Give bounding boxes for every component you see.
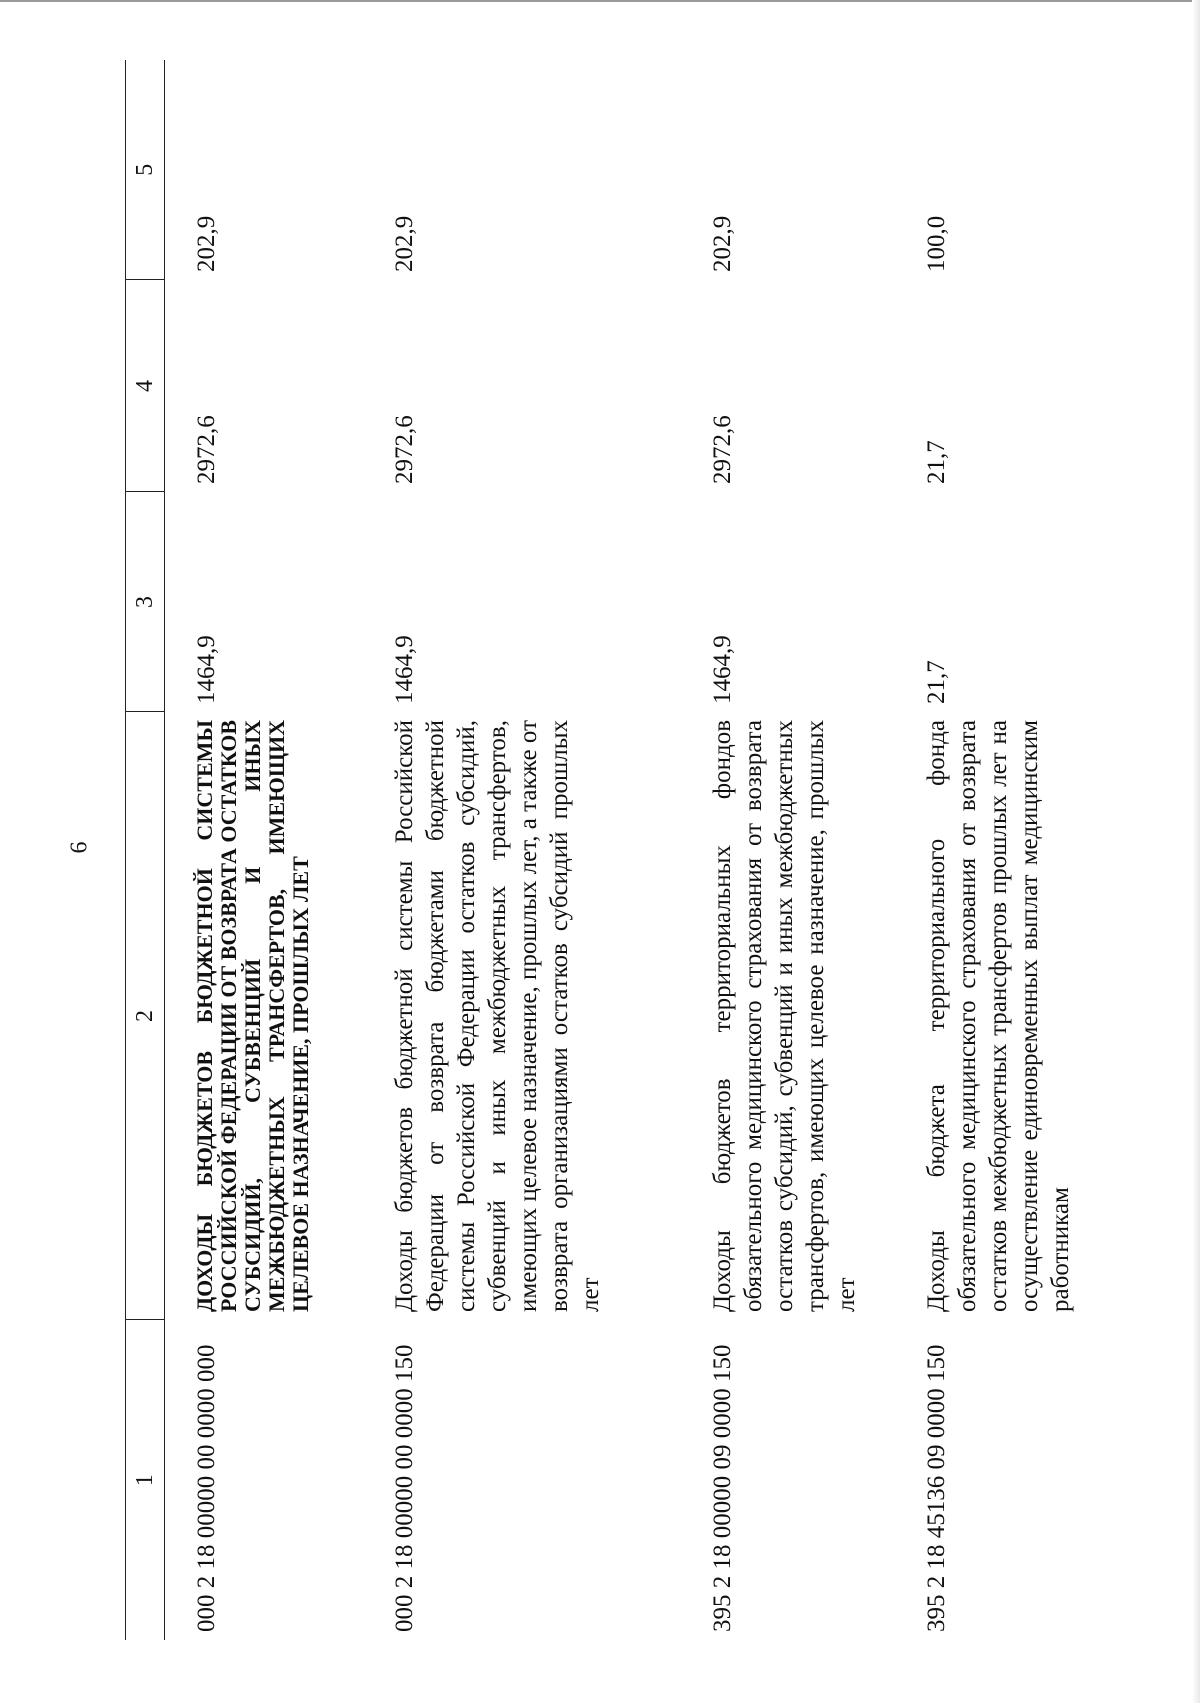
scan-edge-line: [0, 0, 1200, 2]
value-col-4: 21,7: [923, 440, 950, 484]
table-row: [363, 60, 681, 1640]
header-col-3: 3: [126, 492, 165, 712]
budget-code: 000 2 18 00000 00 0000 000: [193, 1344, 220, 1632]
budget-code: 395 2 18 00000 09 0000 150: [709, 1344, 736, 1632]
revenue-name: Доходы бюджета территориального фонда обязательного медицинского страхования от возврата остатков межбюджетных трансфертов прошлых лет на осуществление единовременных выплат медицинским работникам: [923, 720, 1074, 1312]
value-col-5: 100,0: [923, 215, 950, 272]
table-row: [895, 60, 1131, 1640]
revenue-name: Доходы бюджетов бюджетной системы Российской Федерации от возврата бюджетами бюджетной системы Российской Федерации остатков субсидий, субвенций и иных межбюджетных трансфертов, имеющих целевое назначение, прошлых лет, а также от возврата организациями остатков субсидий прошлых лет: [391, 719, 604, 1312]
revenue-name: Доходы бюджетов территориальных фондов обязательного медицинского страхования от возврата остатков субсидий, субвенций и иных межбюджетных трансфертов, имеющих целевое назначение, прошлых лет: [709, 720, 860, 1312]
header-col-1: 1: [126, 1320, 165, 1640]
value-col-5: 202,9: [193, 215, 220, 272]
value-col-3: 1464,9: [709, 635, 736, 704]
value-col-5: 202,9: [391, 215, 418, 272]
budget-code: 000 2 18 00000 00 0000 150: [391, 1344, 418, 1632]
value-col-3: 1464,9: [193, 635, 220, 704]
table-row: [165, 60, 364, 1640]
revenue-table: [125, 60, 1131, 1640]
value-col-3: 1464,9: [391, 635, 418, 704]
value-col-4: 2972,6: [391, 415, 418, 484]
budget-code: 395 2 18 45136 09 0000 150: [923, 1344, 950, 1632]
value-col-3: 21,7: [923, 660, 950, 704]
revenue-name: ДОХОДЫ БЮДЖЕТОВ БЮДЖЕТНОЙ СИСТЕМЫ РОССИЙСКОЙ ФЕДЕРАЦИИ ОТ ВОЗВРАТА ОСТАТКОВ СУБСИДИЙ, СУБВЕНЦИЙ И ИНЫХ МЕЖБЮДЖЕТНЫХ ТРАНСФЕРТОВ, ИМЕЮЩИХ ЦЕЛЕВОЕ НАЗНАЧЕНИЕ, ПРОШЛЫХ ЛЕТ: [192, 719, 313, 1312]
header-col-2: 2: [126, 712, 165, 1320]
value-col-4: 2972,6: [193, 415, 220, 484]
rotated-table-wrapper: [125, 60, 1175, 1640]
header-col-5: 5: [126, 60, 165, 280]
scan-edge-shadow: [1192, 0, 1200, 1703]
header-row: [126, 60, 165, 1640]
header-col-4: 4: [126, 280, 165, 492]
page-number: 6: [66, 841, 93, 854]
value-col-4: 2972,6: [709, 415, 736, 484]
value-col-5: 202,9: [709, 215, 736, 272]
table-row: [681, 60, 895, 1640]
